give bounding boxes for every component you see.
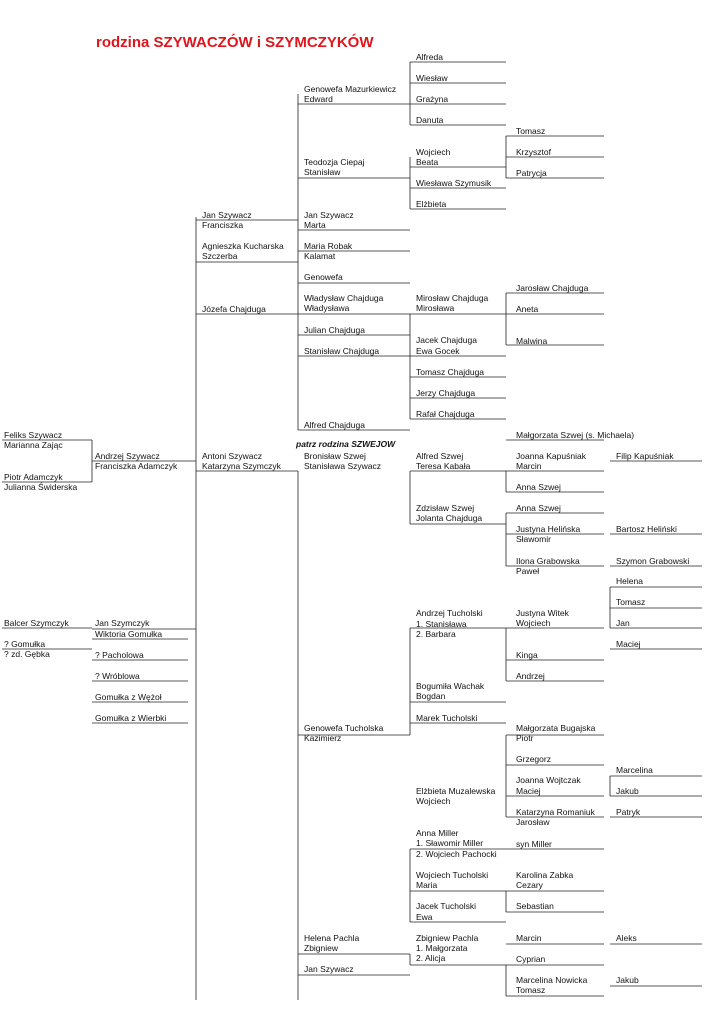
person-name: Andrzej bbox=[516, 671, 545, 681]
person-name: Józefa Chajduga bbox=[202, 304, 266, 314]
person-name: Genowefa Tucholska bbox=[304, 723, 384, 733]
person-name: Ewa bbox=[416, 912, 433, 922]
person-name: Kinga bbox=[516, 650, 538, 660]
person-name: Franciszka bbox=[202, 220, 244, 230]
person-name: Władysław Chajduga bbox=[304, 293, 384, 303]
person-name: Elżbieta bbox=[416, 199, 447, 209]
person-name: Marcelina bbox=[616, 765, 653, 775]
person-name: Malwina bbox=[516, 336, 548, 346]
person-name: ? zd. Gębka bbox=[4, 649, 50, 659]
person-name: Małgorzata Bugajska bbox=[516, 723, 596, 733]
person-name: Jolanta Chajduga bbox=[416, 513, 483, 523]
person-name: Marianna Zając bbox=[4, 440, 63, 450]
person-name: Tomasz bbox=[516, 126, 546, 136]
person-name: Julianna Świderska bbox=[4, 482, 78, 492]
person-name: Grażyna bbox=[416, 94, 449, 104]
person-name: Sławomir bbox=[516, 534, 551, 544]
person-name: Jakub bbox=[616, 975, 639, 985]
person-name: 1. Małgorzata bbox=[416, 943, 468, 953]
person-name: Jan Szymczyk bbox=[95, 618, 150, 628]
person-name: Zbigniew bbox=[304, 943, 339, 953]
person-name: Justyna Helińska bbox=[516, 524, 581, 534]
person-name: Stanisław Chajduga bbox=[304, 346, 380, 356]
person-name: Wojciech bbox=[416, 147, 451, 157]
person-name: Marcin bbox=[516, 461, 542, 471]
person-name: Jan Szywacz bbox=[304, 210, 354, 220]
person-name: Joanna Kapuśniak bbox=[516, 451, 586, 461]
person-name: Balcer Szymczyk bbox=[4, 618, 69, 628]
person-name: Stanisław bbox=[304, 167, 341, 177]
person-name: Marcin bbox=[516, 933, 542, 943]
person-name: Wojciech Tucholski bbox=[416, 870, 489, 880]
person-name: Alfreda bbox=[416, 52, 443, 62]
person-name: ? Wróblowa bbox=[95, 671, 140, 681]
person-name: Bartosz Heliński bbox=[616, 524, 677, 534]
person-name: Maria bbox=[416, 880, 438, 890]
person-name: Danuta bbox=[416, 115, 444, 125]
person-name: Beata bbox=[416, 157, 439, 167]
person-name: Rafał Chajduga bbox=[416, 409, 475, 419]
person-name: Krzysztof bbox=[516, 147, 551, 157]
person-name: Cezary bbox=[516, 880, 543, 890]
person-name: Julian Chajduga bbox=[304, 325, 365, 335]
person-name: ? Pacholowa bbox=[95, 650, 144, 660]
person-name: Patrycja bbox=[516, 168, 547, 178]
cross-reference-note: patrz rodzina SZWEJOW bbox=[296, 439, 396, 449]
person-name: Edward bbox=[304, 94, 333, 104]
person-name: Bogumiła Wachak bbox=[416, 681, 485, 691]
person-name: Marta bbox=[304, 220, 326, 230]
person-name: Patryk bbox=[616, 807, 641, 817]
person-name: Wiesława Szymusik bbox=[416, 178, 492, 188]
person-name: Wojciech bbox=[516, 618, 551, 628]
person-name: Elżbieta Muzalewska bbox=[416, 786, 496, 796]
person-name: Helena Pachla bbox=[304, 933, 360, 943]
person-name: Helena bbox=[616, 576, 643, 586]
person-name: Franciszka Adamczyk bbox=[95, 461, 178, 471]
person-name: Gomułka z Wężoł bbox=[95, 692, 162, 702]
person-name: Marcelina Nowicka bbox=[516, 975, 588, 985]
person-name: Teresa Kabała bbox=[416, 461, 471, 471]
person-name: Wiktoria Gomułka bbox=[95, 629, 163, 639]
person-name: Tomasz Chajduga bbox=[416, 367, 485, 377]
person-name: Kalamat bbox=[304, 251, 336, 261]
person-name: Feliks Szywacz bbox=[4, 430, 63, 440]
person-name: Szymon Grabowski bbox=[616, 556, 690, 566]
person-name: Alfred Chajduga bbox=[304, 420, 365, 430]
person-name: Piotr Adamczyk bbox=[4, 472, 63, 482]
person-name: Karolina Zabka bbox=[516, 870, 574, 880]
person-name: Maria Robak bbox=[304, 241, 353, 251]
person-name: Bronisław Szwej bbox=[304, 451, 366, 461]
person-name: Jacek Chajduga bbox=[416, 335, 477, 345]
person-name: 2. Alicja bbox=[416, 953, 446, 963]
person-name: Zbigniew Pachla bbox=[416, 933, 479, 943]
person-name: 1. Sławomir Miller bbox=[416, 838, 484, 848]
page-title: rodzina SZYWACZÓW i SZYMCZYKÓW bbox=[96, 34, 374, 51]
person-name: Antoni Szywacz bbox=[202, 451, 262, 461]
person-name: Jan Szywacz bbox=[202, 210, 252, 220]
person-name: Zdzisław Szwej bbox=[416, 503, 475, 513]
person-name: Mirosława bbox=[416, 303, 455, 313]
person-name: Teodozja Ciepaj bbox=[304, 157, 365, 167]
person-name: Filip Kapuśniak bbox=[616, 451, 674, 461]
person-name: Joanna Wojtczak bbox=[516, 775, 581, 785]
person-name: Sebastian bbox=[516, 901, 554, 911]
person-name: Aleks bbox=[616, 933, 637, 943]
person-name: Maciej bbox=[616, 639, 641, 649]
person-name: Szczerba bbox=[202, 251, 238, 261]
person-name: Paweł bbox=[516, 566, 540, 576]
person-name: Justyna Witek bbox=[516, 608, 569, 618]
person-name: Piotr bbox=[516, 733, 534, 743]
person-name: Anna Szwej bbox=[516, 503, 561, 513]
person-name: Jakub bbox=[616, 786, 639, 796]
person-name: Jarosław Chajduga bbox=[516, 283, 589, 293]
person-name: 2. Barbara bbox=[416, 629, 456, 639]
person-name: Wiesław bbox=[416, 73, 448, 83]
person-name: Jerzy Chajduga bbox=[416, 388, 476, 398]
person-name: Jacek Tucholski bbox=[416, 901, 476, 911]
person-name: Andrzej Szywacz bbox=[95, 451, 160, 461]
person-name: Mirosław Chajduga bbox=[416, 293, 489, 303]
person-name: syn Miller bbox=[516, 839, 552, 849]
person-name: Anna Szwej bbox=[516, 482, 561, 492]
person-name: Gomułka z Wierbki bbox=[95, 713, 167, 723]
person-name: Agnieszka Kucharska bbox=[202, 241, 284, 251]
person-name: Małgorzata Szwej (s. Michaela) bbox=[516, 430, 635, 440]
person-name: Ilona Grabowska bbox=[516, 556, 580, 566]
person-name: 2. Wojciech Pachocki bbox=[416, 849, 497, 859]
person-name: Marek Tucholski bbox=[416, 713, 478, 723]
person-name: Wojciech bbox=[416, 796, 451, 806]
person-name: Bogdan bbox=[416, 691, 446, 701]
person-name: Maciej bbox=[516, 786, 541, 796]
person-name: Jarosław bbox=[516, 817, 550, 827]
person-name: Alfred Szwej bbox=[416, 451, 464, 461]
person-name: Katarzyna Romaniuk bbox=[516, 807, 595, 817]
person-name: Ewa Gocek bbox=[416, 346, 460, 356]
person-name: Aneta bbox=[516, 304, 539, 314]
person-name: Stanisława Szywacz bbox=[304, 461, 382, 471]
person-name: Genowefa bbox=[304, 272, 343, 282]
person-name: Kazimierz bbox=[304, 733, 342, 743]
person-name: Jan bbox=[616, 618, 630, 628]
person-name: ? Gomułka bbox=[4, 639, 46, 649]
person-name: Katarzyna Szymczyk bbox=[202, 461, 281, 471]
person-name: 1. Stanisława bbox=[416, 619, 467, 629]
person-name: Władysława bbox=[304, 303, 350, 313]
person-name: Grzegorz bbox=[516, 754, 551, 764]
person-name: Tomasz bbox=[616, 597, 646, 607]
person-name: Jan Szywacz bbox=[304, 964, 354, 974]
person-name: Cyprian bbox=[516, 954, 546, 964]
person-name: Anna Miller bbox=[416, 828, 459, 838]
person-name: Tomasz bbox=[516, 985, 546, 995]
person-name: Andrzej Tucholski bbox=[416, 608, 483, 618]
person-name: Genowefa Mazurkiewicz bbox=[304, 84, 397, 94]
